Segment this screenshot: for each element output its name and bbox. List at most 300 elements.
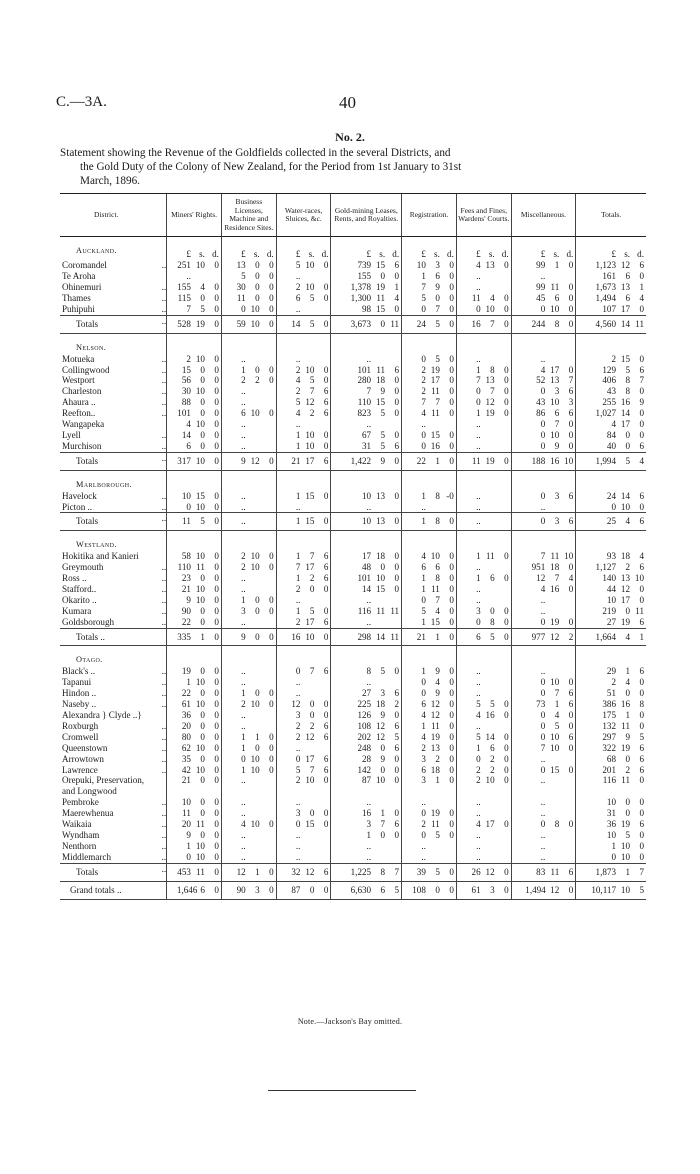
pence: 6 bbox=[323, 731, 329, 742]
pence: 0 bbox=[504, 753, 509, 764]
pence: 0 bbox=[639, 775, 644, 786]
district-name: Hindon .. bbox=[62, 688, 97, 699]
pounds: .. bbox=[295, 829, 301, 840]
pounds: .. bbox=[421, 851, 426, 862]
shillings: 11 bbox=[431, 386, 440, 397]
unit-label: £ bbox=[241, 249, 246, 260]
pounds: .. bbox=[476, 353, 481, 364]
pounds: 116 bbox=[357, 605, 372, 616]
pounds: 43 bbox=[536, 397, 546, 408]
leader-dots: .. bbox=[152, 513, 166, 531]
pence: 0 bbox=[269, 562, 274, 573]
pounds: .. bbox=[540, 851, 546, 862]
pounds: 29 bbox=[606, 666, 616, 677]
pounds: 1 bbox=[366, 829, 372, 840]
pence: 0 bbox=[504, 742, 509, 753]
shillings: 0 bbox=[255, 271, 260, 282]
leader-dots: .. bbox=[161, 808, 167, 819]
shillings: 3 bbox=[490, 884, 495, 895]
unit-label: d. bbox=[212, 249, 219, 260]
amount-cell bbox=[456, 830, 511, 841]
pounds: 251 bbox=[177, 260, 191, 271]
amount-cell bbox=[276, 666, 331, 677]
pence: 0 bbox=[449, 808, 454, 819]
pounds: 0 bbox=[540, 764, 546, 775]
shillings: 0 bbox=[625, 808, 630, 819]
pence: 6 bbox=[568, 408, 574, 419]
leader-dots: .. bbox=[161, 386, 167, 397]
shillings: 6 bbox=[200, 884, 205, 895]
shillings: 2 bbox=[490, 753, 495, 764]
district-name: Queenstown bbox=[62, 742, 108, 753]
district-name: Totals bbox=[60, 863, 152, 881]
pence: 6 bbox=[639, 260, 644, 271]
pence: 5 bbox=[639, 731, 644, 742]
amount-cell bbox=[276, 688, 331, 699]
pounds: 155 bbox=[357, 271, 372, 282]
pounds: 68 bbox=[606, 753, 616, 764]
pence: 0 bbox=[269, 375, 274, 386]
pounds: 39 bbox=[416, 866, 426, 877]
pence: 6 bbox=[394, 440, 400, 451]
leader-dots bbox=[152, 710, 166, 721]
pence: 0 bbox=[449, 631, 454, 642]
pence: 0 bbox=[449, 775, 454, 786]
shillings: 17 bbox=[620, 594, 630, 605]
amount-cell bbox=[402, 797, 457, 808]
district-name: Nenthorn bbox=[62, 840, 97, 851]
pence: 0 bbox=[449, 271, 454, 282]
shillings: 8 bbox=[490, 364, 495, 375]
shillings: 12 bbox=[620, 583, 630, 594]
amount-cell bbox=[402, 677, 457, 688]
leader-dots: .. bbox=[161, 260, 167, 271]
pounds: 1,873 bbox=[595, 866, 616, 877]
shillings: 5 bbox=[380, 440, 386, 451]
amount-cell bbox=[576, 304, 646, 315]
pounds: 1 bbox=[241, 688, 246, 699]
shillings: 10 bbox=[376, 573, 386, 584]
pence: 0 bbox=[323, 819, 329, 830]
amount-cell bbox=[511, 551, 576, 562]
unit-label: £ bbox=[366, 249, 372, 260]
amount-cell bbox=[456, 551, 511, 562]
pence: 0 bbox=[394, 666, 400, 677]
shillings: 10 bbox=[550, 397, 560, 408]
pounds: 2 bbox=[186, 353, 191, 364]
pounds: 22 bbox=[181, 688, 191, 699]
table-row bbox=[60, 293, 646, 304]
pounds: .. bbox=[476, 440, 481, 451]
pounds: .. bbox=[476, 594, 481, 605]
shillings: 10 bbox=[195, 677, 205, 688]
pence: 0 bbox=[394, 562, 400, 573]
pence: 0 bbox=[449, 699, 454, 710]
district-name: Kumara bbox=[62, 605, 92, 616]
pence: 0 bbox=[394, 375, 400, 386]
district-name: Reefton.. bbox=[62, 408, 96, 419]
pounds: 9 bbox=[186, 829, 191, 840]
section-label bbox=[60, 333, 152, 353]
pence: 0 bbox=[394, 397, 400, 408]
totals-row bbox=[60, 315, 646, 333]
pounds: 1 bbox=[186, 677, 191, 688]
pounds: 4 bbox=[540, 364, 546, 375]
unit-label: s. bbox=[624, 249, 630, 260]
shillings: 11 bbox=[196, 562, 205, 573]
amount-cell bbox=[576, 562, 646, 573]
pounds: 1 bbox=[241, 742, 246, 753]
amount-cell bbox=[331, 765, 402, 776]
pence: 0 bbox=[568, 562, 574, 573]
pounds: 19 bbox=[181, 666, 191, 677]
district-name: Maerewhenua bbox=[62, 808, 114, 819]
amount-cell bbox=[456, 573, 511, 584]
shillings: 18 bbox=[376, 375, 386, 386]
shillings: 0 bbox=[255, 605, 260, 616]
col-miscellaneous: Miscellaneous. bbox=[511, 194, 576, 237]
leader-dots: .. bbox=[161, 562, 167, 573]
amount-cell bbox=[456, 513, 511, 531]
amount-cell bbox=[402, 606, 457, 617]
pounds: 26 bbox=[471, 866, 481, 877]
pounds: .. bbox=[540, 353, 546, 364]
pounds: .. bbox=[476, 429, 481, 440]
amount-cell bbox=[167, 430, 222, 441]
leader-dots: .. bbox=[161, 353, 167, 364]
leader-dots: .. bbox=[161, 408, 167, 419]
pence: 0 bbox=[269, 631, 274, 642]
shillings: 0 bbox=[200, 605, 205, 616]
pounds: 1 bbox=[295, 573, 301, 584]
pounds: 977 bbox=[531, 631, 546, 642]
pounds: 2 bbox=[295, 386, 301, 397]
pounds: .. bbox=[241, 573, 246, 584]
table-row bbox=[60, 430, 646, 441]
shillings: 12 bbox=[550, 631, 560, 642]
district-name: Murchison bbox=[62, 440, 102, 451]
amount-cell bbox=[511, 365, 576, 376]
shillings: 19 bbox=[620, 616, 630, 627]
pounds: .. bbox=[295, 271, 301, 282]
amount-cell bbox=[221, 491, 276, 502]
pounds: .. bbox=[366, 797, 372, 808]
pence: 0 bbox=[214, 318, 219, 329]
amount-cell bbox=[331, 551, 402, 562]
shillings: 10 bbox=[250, 551, 260, 562]
amount-cell bbox=[576, 677, 646, 688]
amount-cell bbox=[167, 688, 222, 699]
amount-cell bbox=[221, 562, 276, 573]
section-row bbox=[60, 237, 646, 260]
pence: 0 bbox=[214, 353, 219, 364]
pence: 0 bbox=[568, 318, 574, 329]
shillings: 13 bbox=[430, 742, 440, 753]
pence: 0 bbox=[639, 353, 644, 364]
amount-cell bbox=[511, 797, 576, 808]
pence: 0 bbox=[214, 720, 219, 731]
district-name: Black's .. bbox=[62, 666, 96, 677]
amount-cell bbox=[276, 732, 331, 743]
amount-cell bbox=[576, 688, 646, 699]
shillings: 9 bbox=[435, 282, 440, 293]
pence: 0 bbox=[639, 720, 644, 731]
pence: 0 bbox=[568, 720, 574, 731]
shillings: 6 bbox=[435, 271, 440, 282]
amount-cell bbox=[576, 513, 646, 531]
pounds: 99 bbox=[536, 282, 546, 293]
shillings: 0 bbox=[435, 884, 440, 895]
pence: 0 bbox=[394, 455, 400, 466]
amount-cell bbox=[402, 430, 457, 441]
pounds: .. bbox=[241, 516, 246, 527]
pounds: 2 bbox=[295, 616, 301, 627]
pounds: 0 bbox=[241, 303, 246, 314]
pounds: .. bbox=[540, 808, 546, 819]
district-name: Wangapeka bbox=[62, 419, 105, 430]
pence: 0 bbox=[449, 397, 454, 408]
pounds: 1 bbox=[295, 490, 301, 501]
pounds: .. bbox=[241, 429, 246, 440]
pence: 0 bbox=[449, 605, 454, 616]
leader-dots: .. bbox=[152, 863, 166, 881]
pence: 0 bbox=[394, 808, 400, 819]
pounds: .. bbox=[421, 501, 426, 512]
unit-label: £ bbox=[540, 249, 546, 260]
pounds: 1,494 bbox=[525, 884, 546, 895]
pence: 2 bbox=[568, 631, 574, 642]
shillings: 0 bbox=[200, 429, 205, 440]
table-row bbox=[60, 282, 646, 293]
district-name: Totals bbox=[60, 513, 152, 531]
shillings: 12 bbox=[376, 731, 386, 742]
pounds: .. bbox=[476, 490, 481, 501]
amount-cell bbox=[331, 775, 402, 797]
shillings: 9 bbox=[554, 440, 560, 451]
shillings: 16 bbox=[620, 699, 630, 710]
amount-cell bbox=[456, 743, 511, 754]
pounds: 2 bbox=[241, 551, 246, 562]
pence: 0 bbox=[323, 583, 329, 594]
pence: 0 bbox=[269, 594, 274, 605]
unit-label: d. bbox=[637, 249, 644, 260]
pounds: 93 bbox=[606, 551, 616, 562]
amount-cell bbox=[221, 502, 276, 513]
pounds: 21 bbox=[181, 775, 191, 786]
pence: 0 bbox=[214, 688, 219, 699]
amount-cell bbox=[276, 743, 331, 754]
pounds: 36 bbox=[606, 819, 616, 830]
shillings: 0 bbox=[255, 631, 260, 642]
pence: 0 bbox=[269, 605, 274, 616]
table-row bbox=[60, 551, 646, 562]
shillings: 0 bbox=[380, 318, 386, 329]
amount-cell bbox=[221, 260, 276, 271]
pounds: 1 bbox=[476, 551, 481, 562]
pence: 6 bbox=[323, 753, 329, 764]
shillings: 6 bbox=[435, 562, 440, 573]
pence: 0 bbox=[214, 666, 219, 677]
pounds: 27 bbox=[362, 688, 372, 699]
pence: 0 bbox=[214, 455, 219, 466]
shillings: 0 bbox=[200, 688, 205, 699]
shillings: 9 bbox=[625, 731, 630, 742]
table-row bbox=[60, 595, 646, 606]
table-row bbox=[60, 743, 646, 754]
amount-cell bbox=[276, 617, 331, 628]
pounds: 3 bbox=[295, 710, 301, 720]
amount-cell bbox=[576, 551, 646, 562]
pounds: 132 bbox=[602, 720, 616, 731]
amount-cell bbox=[331, 386, 402, 397]
unit-label: s. bbox=[553, 249, 560, 260]
pence: 0 bbox=[639, 419, 644, 430]
amount-cell bbox=[511, 881, 576, 899]
table-row bbox=[60, 775, 646, 797]
amount-cell bbox=[456, 260, 511, 271]
pounds: 0 bbox=[295, 753, 301, 764]
shillings: 7 bbox=[490, 386, 495, 397]
amount-cell bbox=[511, 584, 576, 595]
shillings: 11 bbox=[550, 866, 560, 877]
amount-cell bbox=[331, 430, 402, 441]
col-water-races: Water-races, Sluices, &c. bbox=[276, 194, 331, 237]
pounds: 129 bbox=[602, 364, 616, 375]
pounds: 1 bbox=[421, 573, 426, 584]
shillings: 10 bbox=[250, 819, 260, 830]
amount-cell bbox=[511, 315, 576, 333]
amount-cell bbox=[456, 595, 511, 606]
pounds: 84 bbox=[606, 429, 616, 440]
amount-cell bbox=[456, 491, 511, 502]
amount-cell bbox=[511, 397, 576, 408]
amount-cell bbox=[221, 304, 276, 315]
pence: 0 bbox=[504, 631, 509, 642]
amount-cell bbox=[511, 375, 576, 386]
shillings: 0 bbox=[200, 440, 205, 451]
pence: 0 bbox=[568, 742, 574, 753]
leader-dots: .. bbox=[161, 829, 167, 840]
pounds: 4 bbox=[611, 419, 616, 430]
pounds: 2 bbox=[476, 775, 481, 786]
unit-header bbox=[331, 237, 402, 260]
pence: 11 bbox=[635, 318, 644, 329]
amount-cell bbox=[402, 775, 457, 797]
amount-cell bbox=[511, 677, 576, 688]
shillings: 10 bbox=[250, 699, 260, 710]
pence: 0 bbox=[269, 455, 274, 466]
pounds: .. bbox=[366, 353, 372, 364]
amount-cell bbox=[221, 551, 276, 562]
section-name: Marlborough. bbox=[76, 479, 132, 489]
shillings: 0 bbox=[200, 808, 205, 819]
shillings: 1 bbox=[200, 631, 205, 642]
pence: 0 bbox=[449, 884, 454, 895]
pence: 0 bbox=[449, 573, 454, 584]
amount-cell bbox=[276, 863, 331, 881]
pounds: 12 bbox=[236, 866, 246, 877]
pounds: 9 bbox=[241, 455, 246, 466]
amount-cell bbox=[167, 452, 222, 470]
pounds: 62 bbox=[181, 742, 191, 753]
pence: 0 bbox=[323, 710, 329, 720]
shillings: 18 bbox=[376, 699, 386, 710]
shillings: 3 bbox=[554, 490, 560, 501]
amount-cell bbox=[276, 513, 331, 531]
pounds: 23 bbox=[181, 573, 191, 584]
shillings: 10 bbox=[305, 775, 315, 786]
pounds: 0 bbox=[540, 440, 546, 451]
pounds: 1,646 bbox=[176, 884, 198, 895]
pence: 0 bbox=[323, 318, 329, 329]
shillings: 10 bbox=[550, 677, 560, 688]
amount-cell bbox=[576, 732, 646, 743]
pounds: .. bbox=[241, 710, 246, 720]
shillings: 0 bbox=[255, 260, 260, 271]
pence: 0 bbox=[394, 386, 400, 397]
unit-label: £ bbox=[421, 249, 426, 260]
table-row bbox=[60, 365, 646, 376]
pence: 0 bbox=[568, 260, 574, 271]
district-name: Orepuki, Preservation, and Longwood bbox=[62, 775, 145, 797]
col-district: District. bbox=[60, 194, 152, 237]
amount-cell bbox=[276, 595, 331, 606]
shillings: 12 bbox=[620, 260, 630, 271]
pounds: 5 bbox=[476, 731, 481, 742]
amount-cell bbox=[331, 293, 402, 304]
leader-dots: .. bbox=[161, 429, 167, 440]
shillings: 0 bbox=[625, 797, 630, 808]
shillings: 15 bbox=[430, 616, 440, 627]
shillings: 16 bbox=[550, 583, 560, 594]
amount-cell bbox=[511, 699, 576, 710]
pounds: 4 bbox=[421, 551, 426, 562]
amount-cell bbox=[511, 271, 576, 282]
pence: 0 bbox=[449, 353, 454, 364]
pounds: 1,494 bbox=[595, 293, 616, 303]
amount-cell bbox=[167, 863, 222, 881]
pounds: 4 bbox=[476, 710, 481, 720]
pounds: 10 bbox=[362, 490, 372, 501]
pounds: .. bbox=[366, 501, 372, 512]
pounds: 90 bbox=[236, 884, 246, 895]
pounds: 386 bbox=[602, 699, 616, 710]
shillings: 13 bbox=[485, 260, 495, 271]
shillings: 0 bbox=[625, 753, 630, 764]
leader-dots: .. bbox=[161, 364, 167, 375]
amount-cell bbox=[221, 354, 276, 365]
pounds: 5 bbox=[421, 293, 426, 303]
col-totals: Totals. bbox=[576, 194, 646, 237]
pounds: .. bbox=[476, 829, 481, 840]
amount-cell bbox=[576, 293, 646, 304]
pence: 6 bbox=[639, 764, 644, 775]
amount-cell bbox=[576, 628, 646, 646]
shillings: 19 bbox=[430, 808, 440, 819]
pounds: 1,225 bbox=[350, 866, 372, 877]
pounds: .. bbox=[476, 677, 481, 688]
pounds: .. bbox=[295, 594, 301, 605]
shillings: 18 bbox=[620, 551, 630, 562]
amount-cell bbox=[276, 419, 331, 430]
pence: 0 bbox=[568, 303, 574, 314]
pence: 0 bbox=[639, 808, 644, 819]
pounds: 3 bbox=[241, 605, 246, 616]
shillings: 0 bbox=[625, 429, 630, 440]
amount-cell bbox=[456, 710, 511, 721]
pence: 0 bbox=[214, 605, 219, 616]
amount-cell bbox=[167, 830, 222, 841]
